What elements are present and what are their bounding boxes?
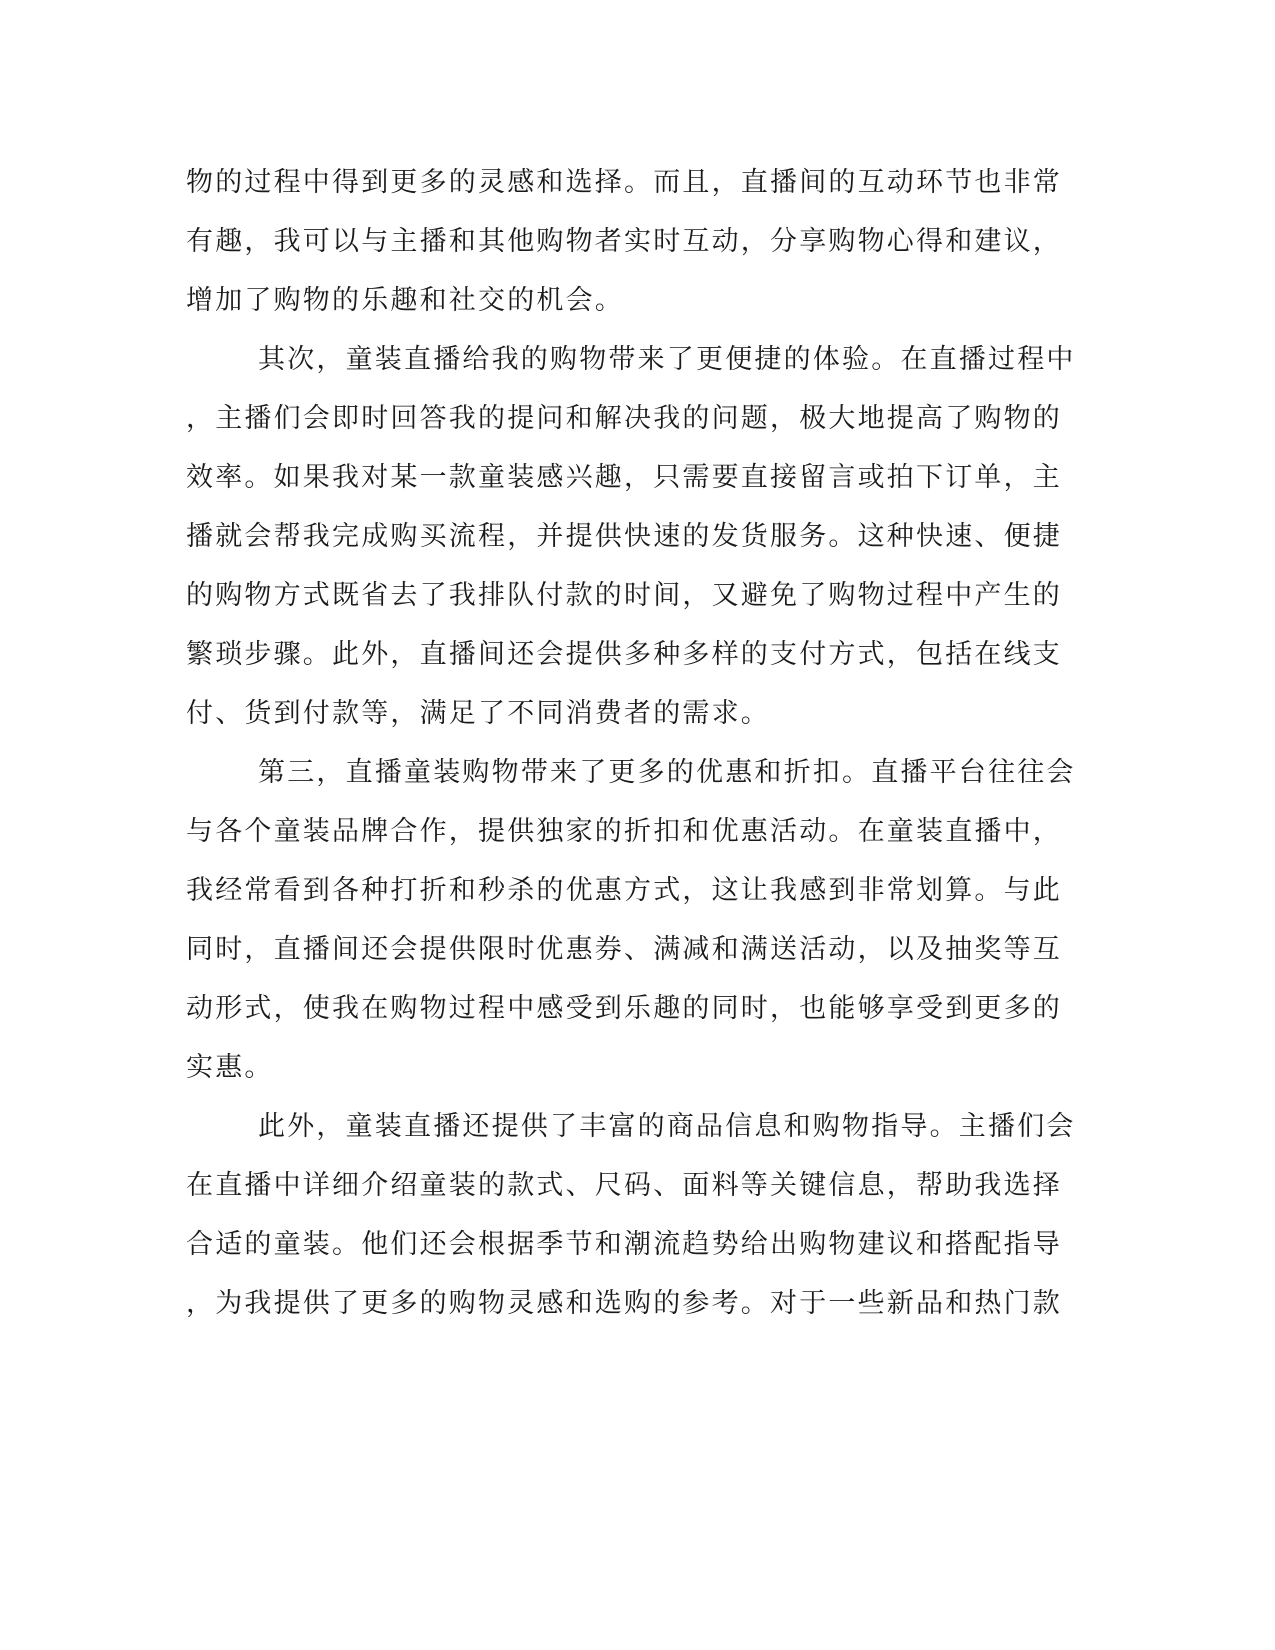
- text-line: 与各个童装品牌合作，提供独家的折扣和优惠活动。在童装直播中，: [186, 816, 1062, 847]
- paragraph-first-line: 此外，童装直播还提供了丰富的商品信息和购物指导。主播们会: [258, 1111, 1076, 1142]
- text-line: 我经常看到各种打折和秒杀的优惠方式，这让我感到非常划算。与此: [186, 875, 1062, 906]
- text-line: 动形式，使我在购物过程中感受到乐趣的同时，也能够享受到更多的: [186, 993, 1062, 1024]
- text-line: 繁琐步骤。此外，直播间还会提供多种多样的支付方式，包括在线支: [186, 639, 1062, 670]
- text-line: 的购物方式既省去了我排队付款的时间，又避免了购物过程中产生的: [186, 580, 1062, 611]
- text-line: 有趣，我可以与主播和其他购物者实时互动，分享购物心得和建议，: [186, 226, 1062, 257]
- text-line: 物的过程中得到更多的灵感和选择。而且，直播间的互动环节也非常: [186, 167, 1062, 198]
- text-line: ，主播们会即时回答我的提问和解决我的问题，极大地提高了购物的: [186, 403, 1062, 434]
- text-line: 同时，直播间还会提供限时优惠券、满减和满送活动，以及抽奖等互: [186, 934, 1062, 965]
- text-line: 合适的童装。他们还会根据季节和潮流趋势给出购物建议和搭配指导: [186, 1229, 1062, 1260]
- text-line: 实惠。: [186, 1052, 274, 1083]
- text-line: ，为我提供了更多的购物灵感和选购的参考。对于一些新品和热门款: [186, 1288, 1062, 1319]
- text-line: 增加了购物的乐趣和社交的机会。: [186, 285, 624, 316]
- text-line: 付、货到付款等，满足了不同消费者的需求。: [186, 698, 770, 729]
- text-line: 效率。如果我对某一款童装感兴趣，只需要直接留言或拍下订单，主: [186, 462, 1062, 493]
- paragraph-first-line: 其次，童装直播给我的购物带来了更便捷的体验。在直播过程中: [258, 344, 1076, 375]
- text-line: 播就会帮我完成购买流程，并提供快速的发货服务。这种快速、便捷: [186, 521, 1062, 552]
- paragraph-first-line: 第三，直播童装购物带来了更多的优惠和折扣。直播平台往往会: [258, 757, 1076, 788]
- text-line: 在直播中详细介绍童装的款式、尺码、面料等关键信息，帮助我选择: [186, 1170, 1062, 1201]
